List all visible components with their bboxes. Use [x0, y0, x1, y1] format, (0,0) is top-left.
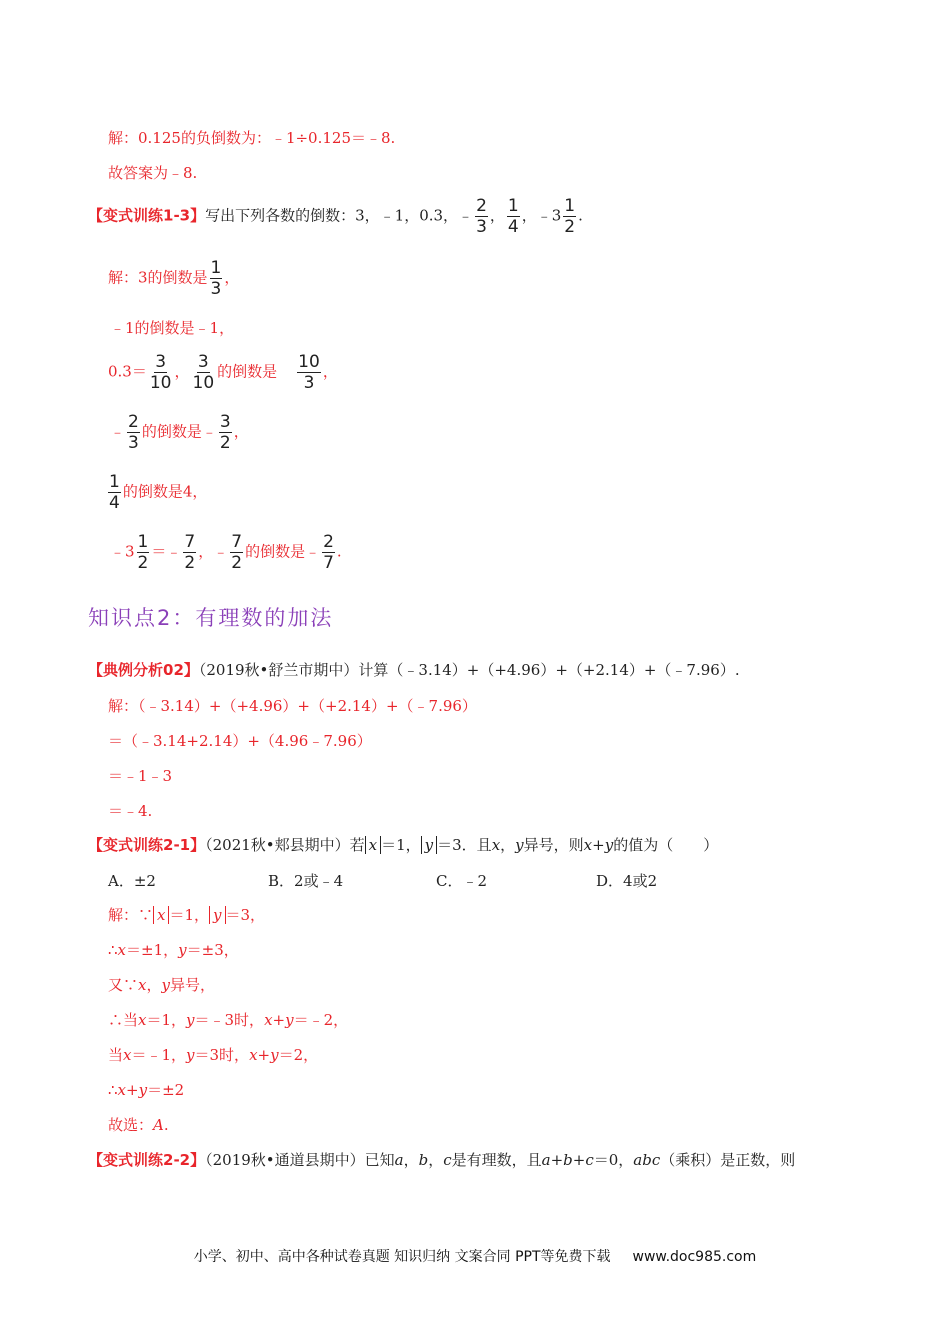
fraction: $\frac{1}{4}$ [507, 196, 519, 237]
solution-02-line-2: ＝（﹣3.14+2.14）+（4.96﹣7.96） [108, 732, 372, 750]
fraction: $\frac{2}{3}$ [476, 196, 487, 237]
exercise-text: 写出下列各数的倒数：3，﹣1，0.3，﹣ [205, 206, 474, 225]
page-footer [0, 1246, 950, 1266]
solution-2-1-line-2: ∴x＝±1，y＝±3， [108, 941, 239, 959]
option-c: C．﹣2 [436, 872, 488, 890]
fraction: $\frac{2}{3}$ [128, 412, 139, 453]
example-text: （2019秋•舒兰市期中）计算（﹣3.14）+（+4.96）+（+2.14）+（﹣7.96）. [198, 661, 740, 679]
footer-text: 小学、初中、高中各种试卷真题 知识归纳 文案合同 PPT等免费下载 [193, 1249, 611, 1265]
solution-1-3-line-5: $\frac{1}{4}$ 的倒数是4， [109, 472, 208, 513]
fraction: $\frac{10}{3}$ [298, 352, 320, 393]
option-a: A．±2 [108, 872, 156, 890]
example-tag: 【典例分析02】 [88, 661, 199, 679]
exercise-tag: 【变式训练2-1】 [88, 836, 206, 854]
fraction: $\frac{7}{2}$ [231, 532, 243, 573]
solution-line-2: 故答案为﹣8. [108, 164, 198, 182]
fraction: $\frac{1}{2}$ [137, 532, 149, 573]
option-d: D．4或2 [596, 872, 658, 890]
solution-02-line-3: ＝﹣1﹣3 [108, 767, 173, 785]
solution-02-line-1: 解：（﹣3.14）+（+4.96）+（+2.14）+（﹣7.96） [108, 697, 477, 715]
option-b: B．2或﹣4 [268, 872, 344, 890]
solution-2-1-line-7: 故选：A. [108, 1116, 169, 1134]
solution-2-1-line-5: 当x＝﹣1，y＝3时，x+y＝2， [108, 1046, 319, 1064]
exercise-tag: 【变式训练1-3】 [88, 206, 206, 225]
fraction: $\frac{3}{10}$ [149, 352, 172, 393]
solution-2-1-line-6: ∴x+y＝±2 [108, 1081, 185, 1099]
fraction: $\frac{1}{2}$ [564, 196, 576, 237]
solution-1-3-line-6: ﹣3 $\frac{1}{2}$ ＝﹣ $\frac{7}{2}$ ，﹣ $\frac{7}{2}$ 的倒数是﹣ $\frac{2}{7}$ . [110, 532, 342, 573]
fraction: $\frac{3}{2}$ [219, 412, 231, 453]
fraction: $\frac{7}{2}$ [184, 532, 196, 573]
solution-2-1-line-3: 又∵x，y异号， [108, 976, 215, 994]
solution-2-1-line-1: 解：∵ x ＝1， y ＝3， [108, 906, 266, 924]
exercise-2-1: 【变式训练2-1】（2021秋•郏县期中）若 x ＝1， y ＝3．且x，y异号，则x+y的值为（ ） [88, 836, 719, 854]
solution-1-3-line-3: 0.3＝ $\frac{3}{10}$ ， $\frac{3}{10}$ 的倒数是 $\frac{10}{3}$ ， [108, 352, 338, 393]
footer-url-link[interactable]: www.doc985.com [632, 1249, 757, 1265]
example-02 [88, 660, 740, 680]
exercise-1-3: 【变式训练1-3】写出下列各数的倒数：3，﹣1，0.3，﹣ $\frac{2}{3}$ ， $\frac{1}{4}$ ，﹣3 $\frac{1}{2}$ . [88, 196, 583, 237]
solution-02-line-4: ＝﹣4. [108, 802, 153, 820]
fraction: $\frac{1}{3}$ [210, 258, 222, 299]
section-heading: 知识点2：有理数的加法 [88, 606, 334, 630]
fraction: $\frac{2}{7}$ [323, 532, 334, 573]
fraction: $\frac{1}{4}$ [109, 472, 120, 513]
solution-2-1-line-4: ∴当x＝1，y＝﹣3时，x+y＝﹣2， [108, 1011, 349, 1029]
exercise-tag: 【变式训练2-2】 [88, 1151, 206, 1169]
exercise-2-2: 【变式训练2-2】（2019秋•通道县期中）已知a，b，c是有理数，且a+b+c＝0，abc（乘积）是正数，则 [88, 1151, 796, 1169]
solution-line-1: 解：0.125的负倒数为：﹣1÷0.125＝﹣8. [108, 129, 396, 147]
solution-1-3-line-2: ﹣1的倒数是﹣1， [110, 319, 235, 337]
fraction: $\frac{3}{10}$ [192, 352, 215, 393]
solution-1-3-line-4: ﹣ $\frac{2}{3}$ 的倒数是﹣ $\frac{3}{2}$ ， [110, 412, 249, 453]
solution-1-3-line-1: 解：3的倒数是 $\frac{1}{3}$ ， [108, 258, 240, 299]
